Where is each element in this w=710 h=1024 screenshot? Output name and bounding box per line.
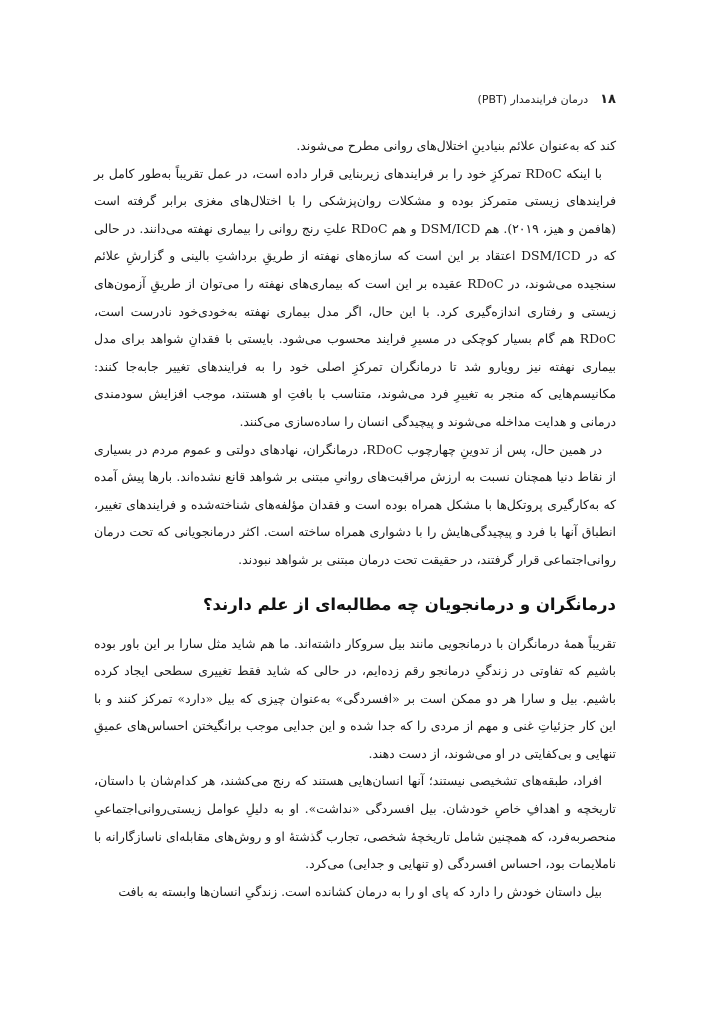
section-heading: درمانگران و درمانجویان چه مطالبه‌ای از علم دارند؟	[202, 594, 616, 614]
paragraph-therapists-clients: تقریباً همهٔ درمانگران با درمانجویی مانند بیل سروکار داشته‌اند. ما هم شاید مثل سارا بر این باور بوده باشیم که تفاوتی در زندگیِ درمانجو رقم زده‌ایم، در حالی که شاید فقط تغییری سطحی ایجاد کرده باشیم. بیل و سارا هر دو ممکن است بر «افسردگی» به‌عنوان چیزی که بیل «دارد» تمرکز کنند و با این کار جزئیاتِ غنی و مهم از مردی را که جدا شده و این جدایی موجب برانگیختن احساس‌های عمیقِ تنهایی و بی‌کفایتی در او می‌شوند، از دست دهند.	[94, 635, 616, 761]
paragraph-diagnostic-categories: افراد، طبقه‌های تشخیصی نیستند؛ آنها انسان‌هایی هستند که رنج می‌کشند، هر کدام‌شان با داستان، تاریخچه و اهدافِ خاصِ خودشان. بیل افسردگی «نداشت». او به دلیلِ عوامل زیستی‌روانی‌اجتماعیِ منحصربه‌فرد، که همچنین شامل تاریخچهٔ شخصی، تجارب گذشتهٔ او و روش‌های مقابله‌ای ناسازگارانه با ناملایمات بود، احساس افسردگی (و تنهایی و جدایی) می‌کرد.	[94, 773, 616, 872]
running-head	[94, 92, 616, 120]
paragraph-bill-story: بیل داستان خودش را دارد که پای او را به درمان کشانده است. زندگیِ انسان‌ها وابسته به بافت	[118, 883, 602, 899]
running-title: درمان فرایندمدار (PBT)	[477, 93, 589, 106]
page-number: ۱۸	[600, 92, 616, 107]
paragraph-rdoc-evidence: در همین حال، پس از تدوینِ چهارچوب RDoC، درمانگران، نهادهای دولتی و عموم مردم در بسیاری از نقاط دنیا همچنان نسبت به ارزش مراقبت‌های روانیِ مبتنی بر شواهد قانع نشده‌اند. بارها پیش آمده که به‌کارگیری پروتکل‌ها با مشکل همراه بوده است و فقدان مؤلفه‌های شناخته‌شده و فرایندهای تغییر، انطباق آنها با فرد و پیچیدگی‌هایش را با دشواری همراه ساخته است. اکثر درمانجویانی که تحت درمان روانی‌اجتماعی قرار گرفتند، در حقیقت تحت درمان مبتنی بر شواهد نبودند.	[94, 441, 616, 567]
paragraph-continuation: کند که به‌عنوان علائم بنیادینِ اختلال‌های روانی مطرح می‌شوند.	[296, 138, 616, 153]
paragraph-rdoc-biology: با اینکه RDoC تمرکزِ خود را بر فرایندهای زیربنایی قرار داده است، در عمل تقریباً به‌طور کامل بر فرایندهای زیستی متمرکز بوده و مشکلات روان‌پزشکی را با اختلال‌های مغزی برابر گرفته است (هافمن و هیز، ۲۰۱۹). هم DSM/ICD و هم RDoC علتِ رنج روانی را بیماری نهفته می‌دانند. در حالی که در DSM/ICD اعتقاد بر این است که سازه‌های نهفته از طریقِ برداشتِ بالینی و گزارشِ علائم سنجیده می‌شوند، در RDoC عقیده بر این است که بیماری‌های نهفته را می‌توان از طریقِ آزمون‌های زیستی و رفتاری اندازه‌گیری کرد. با این حال، اگر مدل بیماری نهفته به‌خودی‌خود نادرست است، RDoC هم گام بسیار کوچکی در مسیرِ فرایند محسوب می‌شود. بایستی با فقدانِ شواهد برای مدل بیماری نهفته نیز رویارو شد تا درمانگران تمرکزِ اصلی خود را به فرایندهای تغییر جابه‌جا کنند: مکانیسم‌هایی که منجر به تغییرِ فرد می‌شوند، متناسب با بافتِ او هستند، موجب افزایش سودمندی درمانی و هدایت مداخله می‌شوند و پیچیدگی انسان را ساده‌سازی می‌کنند.	[94, 165, 616, 429]
